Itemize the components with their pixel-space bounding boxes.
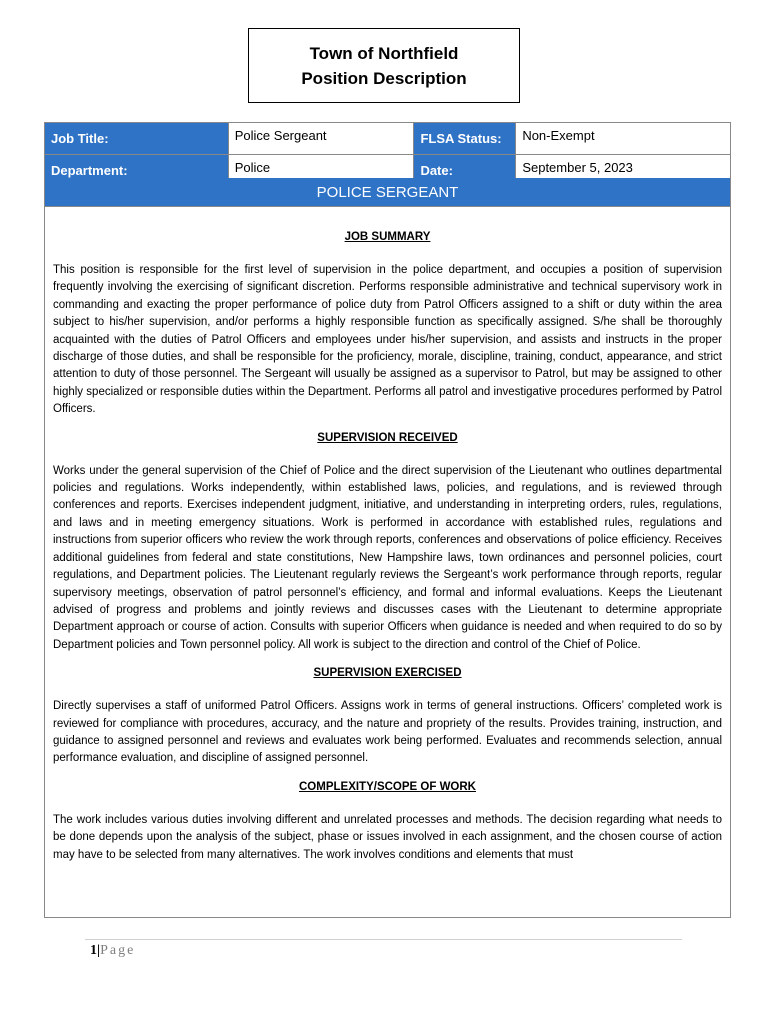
document-type: Position Description — [301, 69, 467, 88]
footer-divider — [85, 939, 682, 940]
date-value: September 5, 2023 — [516, 155, 731, 187]
flsa-status-value: Non-Exempt — [516, 123, 731, 155]
supervision-exercised-text: Directly supervises a staff of uniformed Patrol Officers. Assigns work in terms of general instructions. Officers’ completed work is reviewed for compliance with procedures, accuracy, and the nature and propriety of the results. Provides training, instruction, and guidance to assigned personnel and reviews and evaluates work being performed. Evaluates and recommends selection, annual performance evaluation, and discipline of assigned personnel. — [53, 700, 722, 765]
page-separator: | — [97, 943, 101, 958]
info-row-1 — [45, 123, 731, 155]
document-title-box — [248, 28, 520, 103]
date-label: Date: — [414, 155, 516, 187]
flsa-status-label: FLSA Status: — [414, 123, 516, 155]
job-summary-heading: JOB SUMMARY — [344, 231, 431, 243]
document-body — [44, 207, 731, 918]
department-value: Police — [228, 155, 414, 187]
org-name: Town of Northfield — [309, 44, 459, 63]
job-summary-text: This position is responsible for the first level of supervision in the police department, and occupies a position of supervision frequently involving the exercising of significant discretion. Performs responsible administrative and technical supervisory work in commanding and exacting the proper performance of police duty from Patrol Officers assigned to a shift or duty within the area subject to his/her supervision, and/or performs a highly responsible function as specifically assigned. S/he shall be thoroughly acquainted with the duties of Patrol Officers and employees under his/her supervision, and assists and instructs in the proper discharge of those duties, and shall be responsible for the proficiency, morale, discipline, training, conduct, appearance, and strict attention to duty of those personnel. The Sergeant will usually be assigned as a supervisor to Patrol, but may be assigned to other highly specialized or responsible duties within the Department. Performs all patrol and investigative procedures performed by Patrol Officers. — [53, 264, 722, 416]
complexity-scope-text: The work includes various duties involving different and unrelated processes and methods. The decision regarding what needs to be done depends upon the analysis of the subject, phase or issues involved in each assignment, and the chosen course of action may have to be selected from many alternatives. The work involves conditions and elements that must — [53, 813, 722, 861]
page-label: Page — [100, 943, 136, 958]
department-label: Department: — [45, 155, 229, 187]
page-number: 1 — [90, 943, 97, 958]
job-title-label: Job Title: — [45, 123, 229, 155]
supervision-exercised-heading: SUPERVISION EXERCISED — [313, 667, 462, 680]
complexity-scope-heading: COMPLEXITY/SCOPE OF WORK — [299, 780, 476, 793]
position-banner: POLICE SERGEANT — [44, 178, 731, 207]
supervision-received-text: Works under the general supervision of the Chief of Police and the direct supervision of the Lieutenant who outlines departmental policies and regulations. Works independently, within established laws, policies, and regulations, and is reviewed through conferences and reports. Exercises independent judgment, initiative, and understanding in interpreting orders, rules, regulations, and laws and in meeting emergency situations. Work is performed in accordance with established rules, regulations and instructions from superior officers who review the work through reports, conferences and observations of police efficiency. Receives additional guidelines from federal and state constitutions, New Hampshire laws, town ordinances and personnel policies, court regulations, and Department policies. The Lieutenant regularly reviews the Sergeant’s work performance through reports, regular supervisory meetings, observation of patrol personnel’s efficiency, and formal and informal evaluations. Keeps the Lieutenant advised of progress and problems and jointly reviews and discusses cases with the Lieutenant to determine appropriate Department approach or course of action. Consults with superior Officers when guidance is needed and when required to do so by Department policies and Town personnel policy. All work is subject to the direction and control of the Chief of Police. — [53, 464, 722, 651]
job-title-value: Police Sergeant — [228, 123, 414, 155]
page-footer — [90, 943, 135, 959]
supervision-received-heading: SUPERVISION RECEIVED — [317, 431, 458, 444]
